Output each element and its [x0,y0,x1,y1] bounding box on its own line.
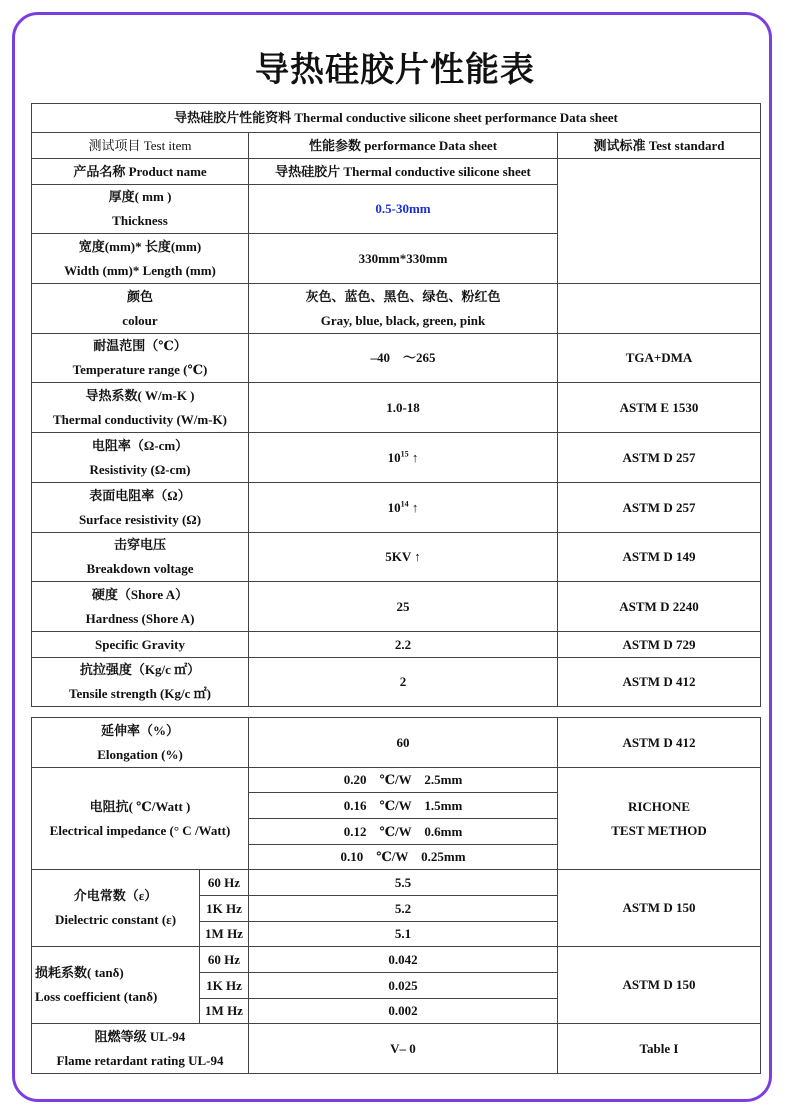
resistivity-label-en: Resistivity (Ω-cm) [89,461,191,477]
colour-label [32,284,249,334]
dielectric-value: 5.5 [249,870,558,896]
table-header-title: 导热硅胶片性能资料 Thermal conductive silicone sheet performance Data sheet [32,104,761,133]
loss-coefficient-label-cn: 损耗系数( tanδ) [35,965,124,980]
loss-frequency: 60 Hz [200,947,249,973]
hardness-value: 25 [249,582,558,632]
standard-empty-cell [558,159,761,284]
colour-value-cn: 灰色、蓝色、黑色、绿色、粉红色 [305,288,501,304]
temperature-label [32,334,249,383]
resistivity-label [32,433,249,483]
elongation-value: 60 [249,718,558,768]
product-name-value: 导热硅胶片 Thermal conductive silicone sheet [249,159,558,185]
dielectric-constant-label-cn: 介电常数（ε） [73,888,158,903]
specific-gravity-standard: ASTM D 729 [558,632,761,658]
thermal-conductivity-standard: ASTM E 1530 [558,383,761,433]
colour-value-en: Gray, blue, black, green, pink [320,312,486,328]
loss-value: 0.025 [249,973,558,999]
thickness-label [32,185,249,234]
dielectric-frequency: 1K Hz [200,896,249,922]
surface-resistivity-label-en: Surface resistivity (Ω) [78,511,202,527]
thickness-value: 0.5-30mm [249,185,558,234]
impedance-row: 0.12 ℃/W 0.6mm [249,819,558,845]
temperature-standard: TGA+DMA [558,334,761,383]
elongation-label-cn: 延伸率（%） [100,722,179,738]
resistivity-base: 10 [387,449,401,465]
resistivity-standard: ASTM D 257 [558,433,761,483]
loss-frequency: 1M Hz [200,999,249,1024]
loss-standard: ASTM D 150 [558,947,761,1024]
resistivity-value [249,433,558,483]
colour-label-en: colour [122,312,158,328]
product-name-label: 产品名称 Product name [32,159,249,185]
impedance-label-cn: 电阻抗( ℃/Watt ) [89,798,191,814]
impedance-row: 0.16 ℃/W 1.5mm [249,793,558,819]
thermal-conductivity-label [32,383,249,433]
impedance-standard-line1: RICHONE [627,798,691,814]
hardness-standard: ASTM D 2240 [558,582,761,632]
dielectric-constant-label-en: Dielectric constant (ε) [54,912,177,927]
tensile-strength-label-en: Tensile strength (Kg/c ㎡) [69,686,211,701]
specific-gravity-label: Specific Gravity [32,632,249,658]
impedance-label-en: Electrical impedance (° C /Watt) [49,822,231,838]
thickness-label-cn: 厚度( mm ) [108,189,172,204]
thickness-label-en: Thickness [112,213,168,228]
flame-retardant-value: V– 0 [249,1024,558,1074]
thermal-conductivity-label-en: Thermal conductivity (W/m-K) [52,411,228,427]
breakdown-voltage-standard: ASTM D 149 [558,533,761,582]
performance-table-main [31,103,761,707]
breakdown-voltage-label-cn: 击穿电压 [113,537,166,552]
surface-resistivity-base: 10 [387,499,401,515]
size-label-en: Width (mm)* Length (mm) [64,262,216,278]
surface-resistivity-arrow: ↑ [408,499,419,515]
size-value: 330mm*330mm [249,234,558,284]
dielectric-frequency: 1M Hz [200,922,249,947]
dielectric-value: 5.1 [249,922,558,947]
hardness-label [32,582,249,632]
dielectric-standard: ASTM D 150 [558,870,761,947]
tensile-strength-standard: ASTM D 412 [558,658,761,707]
loss-coefficient-label [32,947,200,1024]
dielectric-value: 5.2 [249,896,558,922]
flame-retardant-label [32,1024,249,1074]
tensile-strength-label-cn: 抗拉强度（Kg/c ㎡） [79,662,201,677]
column-header-data: 性能参数 performance Data sheet [249,133,558,159]
breakdown-voltage-label [32,533,249,582]
impedance-standard [558,768,761,870]
surface-resistivity-value [249,483,558,533]
size-label [32,234,249,284]
loss-frequency: 1K Hz [200,973,249,999]
tensile-strength-label [32,658,249,707]
impedance-label [32,768,249,870]
temperature-label-en: Temperature range (℃) [72,362,208,377]
page-title: 导热硅胶片性能表 [255,50,535,90]
resistivity-label-cn: 电阻率（Ω-cm） [91,437,189,453]
column-header-test-item: 测试项目 Test item [32,133,249,159]
performance-table-secondary [31,717,761,1074]
surface-resistivity-exponent: 14 [400,499,409,509]
hardness-label-en: Hardness (Shore A) [85,610,195,626]
surface-resistivity-label-cn: 表面电阻率（Ω） [89,487,191,503]
surface-resistivity-standard: ASTM D 257 [558,483,761,533]
thermal-conductivity-label-cn: 导热系数( W/m-K ) [85,387,195,403]
thermal-conductivity-value: 1.0-18 [249,383,558,433]
elongation-standard: ASTM D 412 [558,718,761,768]
loss-coefficient-label-en: Loss coefficient (tanδ) [35,989,158,1004]
colour-standard [558,284,761,334]
flame-retardant-label-cn: 阻燃等级 UL-94 [94,1028,186,1044]
dielectric-frequency: 60 Hz [200,870,249,896]
breakdown-voltage-value: 5KV ↑ [249,533,558,582]
elongation-label [32,718,249,768]
specific-gravity-value: 2.2 [249,632,558,658]
loss-value: 0.002 [249,999,558,1024]
temperature-value: –40 ～265 [249,334,558,383]
flame-retardant-label-en: Flame retardant rating UL-94 [56,1052,224,1068]
resistivity-exponent: 15 [400,449,409,459]
impedance-standard-line2: TEST METHOD [611,822,707,838]
impedance-row: 0.20 ℃/W 2.5mm [249,768,558,793]
colour-value [249,284,558,334]
surface-resistivity-label [32,483,249,533]
tensile-strength-value: 2 [249,658,558,707]
breakdown-voltage-label-en: Breakdown voltage [86,561,194,576]
impedance-row: 0.10 ℃/W 0.25mm [249,845,558,870]
column-header-standard: 测试标准 Test standard [558,133,761,159]
loss-value: 0.042 [249,947,558,973]
resistivity-arrow: ↑ [408,449,419,465]
elongation-label-en: Elongation (%) [97,746,183,762]
flame-retardant-standard: Table I [558,1024,761,1074]
temperature-label-cn: 耐温范围（℃） [93,338,187,353]
dielectric-constant-label [32,870,200,947]
colour-label-cn: 颜色 [126,288,153,304]
hardness-label-cn: 硬度（Shore A） [91,586,189,602]
size-label-cn: 宽度(mm)* 长度(mm) [78,238,202,254]
